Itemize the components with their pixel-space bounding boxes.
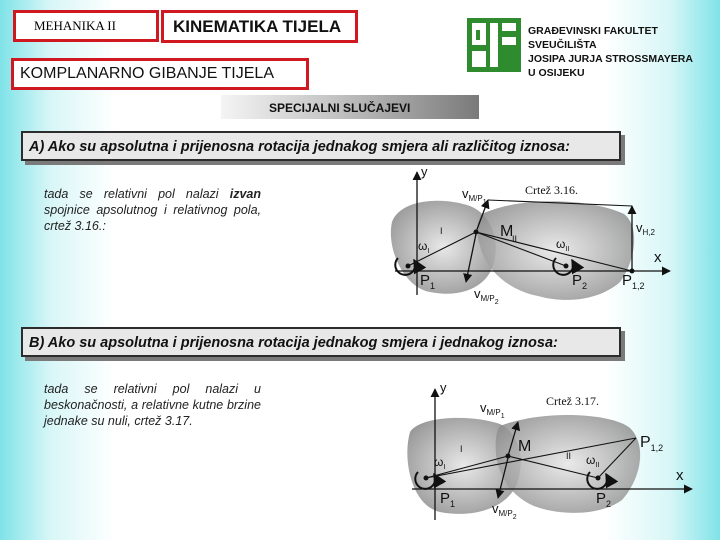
section-title: KOMPLANARNO GIBANJE TIJELA xyxy=(11,58,309,90)
case-b-heading: B) Ako su apsolutna i prijenosna rotacija jednakog smjera i jednakog iznosa: xyxy=(21,327,621,357)
label-omega-1: $\omega_I$ xyxy=(418,239,430,255)
subject-label: MEHANIKA II xyxy=(13,10,159,42)
label-vmp1: $v_{M/P1}$ xyxy=(480,400,505,420)
faculty-line: JOSIPA JURJA STROSSMAYERA xyxy=(528,53,693,65)
label-vmp2: $v_{M/P2}$ xyxy=(474,286,499,306)
case-a-text: tada se relativni pol nalazi izvan spojnice apsolutnog i relativnog pola, crtež 3.16.: xyxy=(44,187,261,233)
label-omega-2: $\omega_{II}$ xyxy=(586,453,600,469)
label-m: M xyxy=(518,438,532,455)
point-m xyxy=(506,454,511,459)
case-a-emphasis: izvan xyxy=(229,187,261,201)
page-title: KINEMATIKA TIJELA xyxy=(161,10,358,43)
label-body-1: I xyxy=(460,444,463,454)
label-p12: $P_{1,2}$ xyxy=(622,272,645,291)
rigid-body-2 xyxy=(496,415,641,513)
label-body-2: II xyxy=(512,234,518,244)
point-p1 xyxy=(424,476,429,481)
label-x: x xyxy=(676,467,684,484)
label-p2: $P_2$ xyxy=(596,490,612,509)
point-p2 xyxy=(596,476,601,481)
label-vh2: $v_{H,2}$ xyxy=(636,220,655,237)
faculty-line: SVEUČILIŠTA xyxy=(528,39,597,51)
case-b-text: tada se relativni pol nalazi u beskonačnosti, a relativne kutne brzine jednake su nuli, crtež 3.17. xyxy=(44,382,261,428)
label-p1: $P_1$ xyxy=(440,490,456,509)
label-vmp1: $v_{M/P1}$ xyxy=(462,186,487,206)
label-p1: $P_1$ xyxy=(420,272,436,291)
figure-a-label: Crtež 3.16. xyxy=(525,183,578,197)
label-y: y xyxy=(421,164,428,179)
label-omega-2: $\omega_{II}$ xyxy=(556,237,570,253)
faculty-line: U OSIJEKU xyxy=(528,67,585,79)
label-p12: $P_{1,2}$ xyxy=(640,434,664,453)
subheading: SPECIJALNI SLUČAJEVI xyxy=(269,101,411,115)
faculty-line: GRAĐEVINSKI FAKULTET xyxy=(528,25,658,37)
label-x: x xyxy=(654,249,662,266)
label-omega-1: $\omega_I$ xyxy=(434,455,446,471)
figure-b-label: Crtež 3.17. xyxy=(546,394,599,408)
label-body-1: I xyxy=(440,226,443,236)
label-y: y xyxy=(440,380,447,395)
label-body-2: II xyxy=(566,451,572,461)
label-vmp2: $v_{M/P2}$ xyxy=(492,501,517,521)
label-m: M xyxy=(500,223,514,240)
label-p2: $P_2$ xyxy=(572,272,588,291)
case-a-heading: A) Ako su apsolutna i prijenosna rotacija jednakog smjera ali različitog iznosa: xyxy=(21,131,621,161)
